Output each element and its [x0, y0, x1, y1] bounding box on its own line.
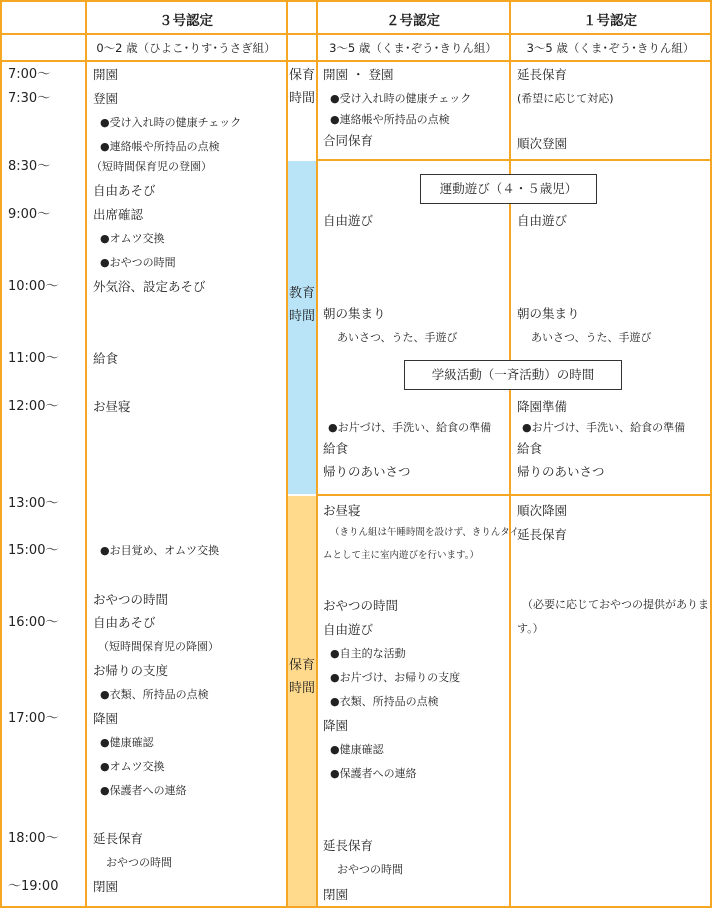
band-label-education: 教育時間 [288, 286, 315, 324]
col3-item: ●連絡帳や所持品の点検 [100, 140, 220, 153]
col2-item: ●受け入れ時の健康チェック [330, 92, 472, 105]
col2-item: 合同保育 [323, 133, 374, 148]
col3-item: 登園 [93, 91, 119, 106]
col3-item: （短時間保育児の降園） [98, 640, 219, 653]
col3-item: おやつの時間 [106, 856, 172, 869]
col3-item: 給食 [93, 351, 119, 366]
col3-item: お帰りの支度 [93, 663, 169, 678]
class-activity-box: 学級活動（一斉活動）の時間 [404, 360, 622, 390]
col2-item: 帰りのあいさつ [323, 464, 411, 479]
col1-item: 延長保育 [517, 67, 568, 82]
col3-item: ●衣類、所持品の点検 [100, 688, 209, 701]
col1-item: 延長保育 [517, 527, 568, 542]
col2-item: ●自主的な活動 [330, 647, 406, 660]
col3-item: 自由あそび [93, 615, 156, 630]
col1-item: あいさつ、うた、手遊び [531, 331, 652, 344]
band-label-care-bottom: 保育時間 [288, 658, 315, 696]
band-label-care-top: 保育時間 [288, 68, 315, 106]
col3-item: 開園 [93, 67, 119, 82]
col3-item: ●おやつの時間 [100, 256, 176, 269]
row-line-1300 [318, 494, 712, 496]
col1-item: 降園準備 [517, 399, 568, 414]
col2-item: 開園 ・ 登園 [323, 67, 394, 82]
col1-item: 帰りのあいさつ [517, 464, 605, 479]
time-label: 18:00～ [8, 831, 59, 846]
col-divider-band [316, 0, 318, 908]
time-label: 15:00～ [8, 543, 59, 558]
col-divider-2go [509, 0, 511, 908]
col3-item: 外気浴、設定あそび [93, 279, 206, 294]
col3-item: ●健康確認 [100, 736, 154, 749]
col2-item: おやつの時間 [323, 598, 399, 613]
col3-item: お昼寝 [93, 399, 131, 414]
time-label: 17:00～ [8, 711, 59, 726]
col2-item: 延長保育 [323, 838, 374, 853]
col2-item: 給食 [323, 441, 349, 456]
col2-item: ●健康確認 [330, 743, 384, 756]
col2-item: おやつの時間 [337, 863, 403, 876]
time-label: 10:00～ [8, 279, 59, 294]
col3-item: ●オムツ交換 [100, 760, 165, 773]
col1-item: ●お片づけ、手洗い、給食の準備 [522, 421, 686, 434]
sports-play-box: 運動遊び（４・５歳児） [420, 174, 597, 204]
col1-item: す。） [517, 622, 544, 635]
col2-item: 閉園 [323, 887, 349, 902]
col2-item: お昼寝 [323, 503, 361, 518]
time-label: 13:00～ [8, 496, 59, 511]
col-divider-3go [286, 0, 288, 908]
col2-item: ●お片づけ、お帰りの支度 [330, 671, 461, 684]
col3-item: 出席確認 [93, 207, 144, 222]
col3-item: ●オムツ交換 [100, 232, 165, 245]
col2-item: あいさつ、うた、手遊び [337, 331, 458, 344]
time-label: 12:00～ [8, 399, 59, 414]
subheader-2go: 3～5 歳（くま･ぞう･きりん組） [329, 41, 497, 55]
time-label: 11:00～ [8, 351, 59, 366]
col2-item: ●衣類、所持品の点検 [330, 695, 439, 708]
col3-item: ●受け入れ時の健康チェック [100, 116, 242, 129]
col2-item: 自由遊び [323, 213, 374, 228]
row-line-0830 [318, 159, 712, 161]
col1-item: 順次降園 [517, 503, 568, 518]
col3-item: （短時間保育児の登園） [91, 160, 212, 173]
time-label: 9:00～ [8, 207, 51, 222]
subheader-line [0, 60, 712, 62]
time-label: 8:30～ [8, 159, 51, 174]
time-label: 16:00～ [8, 615, 59, 630]
col1-item: 給食 [517, 441, 543, 456]
header-1go: １号認定 [583, 13, 637, 29]
time-label: 7:30～ [8, 91, 51, 106]
col2-item: 自由遊び [323, 622, 374, 637]
time-label: ～19:00 [8, 879, 59, 894]
col3-item: ●お目覚め、オムツ交換 [100, 544, 220, 557]
col2-item: （きりん組は午睡時間を設けず、きりんタイ [330, 527, 520, 538]
subheader-3go: 0～2 歳（ひよこ･りす･うさぎ組） [96, 41, 276, 55]
col2-item: ●連絡帳や所持品の点検 [330, 113, 450, 126]
subheader-1go: 3～5 歳（くま･ぞう･きりん組） [526, 41, 695, 55]
col1-item: （必要に応じておやつの提供がありま [522, 598, 709, 611]
col2-item: ●お片づけ、手洗い、給食の準備 [328, 421, 492, 434]
col3-item: 延長保育 [93, 831, 144, 846]
col1-item: 順次登園 [517, 136, 568, 151]
col2-item: 降園 [323, 718, 349, 733]
col-divider-time [85, 0, 87, 908]
col1-item: 朝の集まり [517, 306, 580, 321]
col3-item: 閉園 [93, 879, 119, 894]
header-3go: ３号認定 [159, 13, 213, 29]
col1-item: 自由遊び [517, 213, 568, 228]
col2-item: ムとして主に室内遊びを行います。） [323, 550, 479, 561]
col3-item: おやつの時間 [93, 592, 169, 607]
col2-item: 朝の集まり [323, 306, 386, 321]
header-2go: ２号認定 [386, 13, 440, 29]
header-line [0, 33, 712, 35]
col1-item: (希望に応じて対応) [517, 92, 614, 105]
col3-item: 降園 [93, 711, 119, 726]
col2-item: ●保護者への連絡 [330, 767, 417, 780]
col3-item: ●保護者への連絡 [100, 784, 187, 797]
col3-item: 自由あそび [93, 183, 156, 198]
time-label: 7:00～ [8, 67, 51, 82]
